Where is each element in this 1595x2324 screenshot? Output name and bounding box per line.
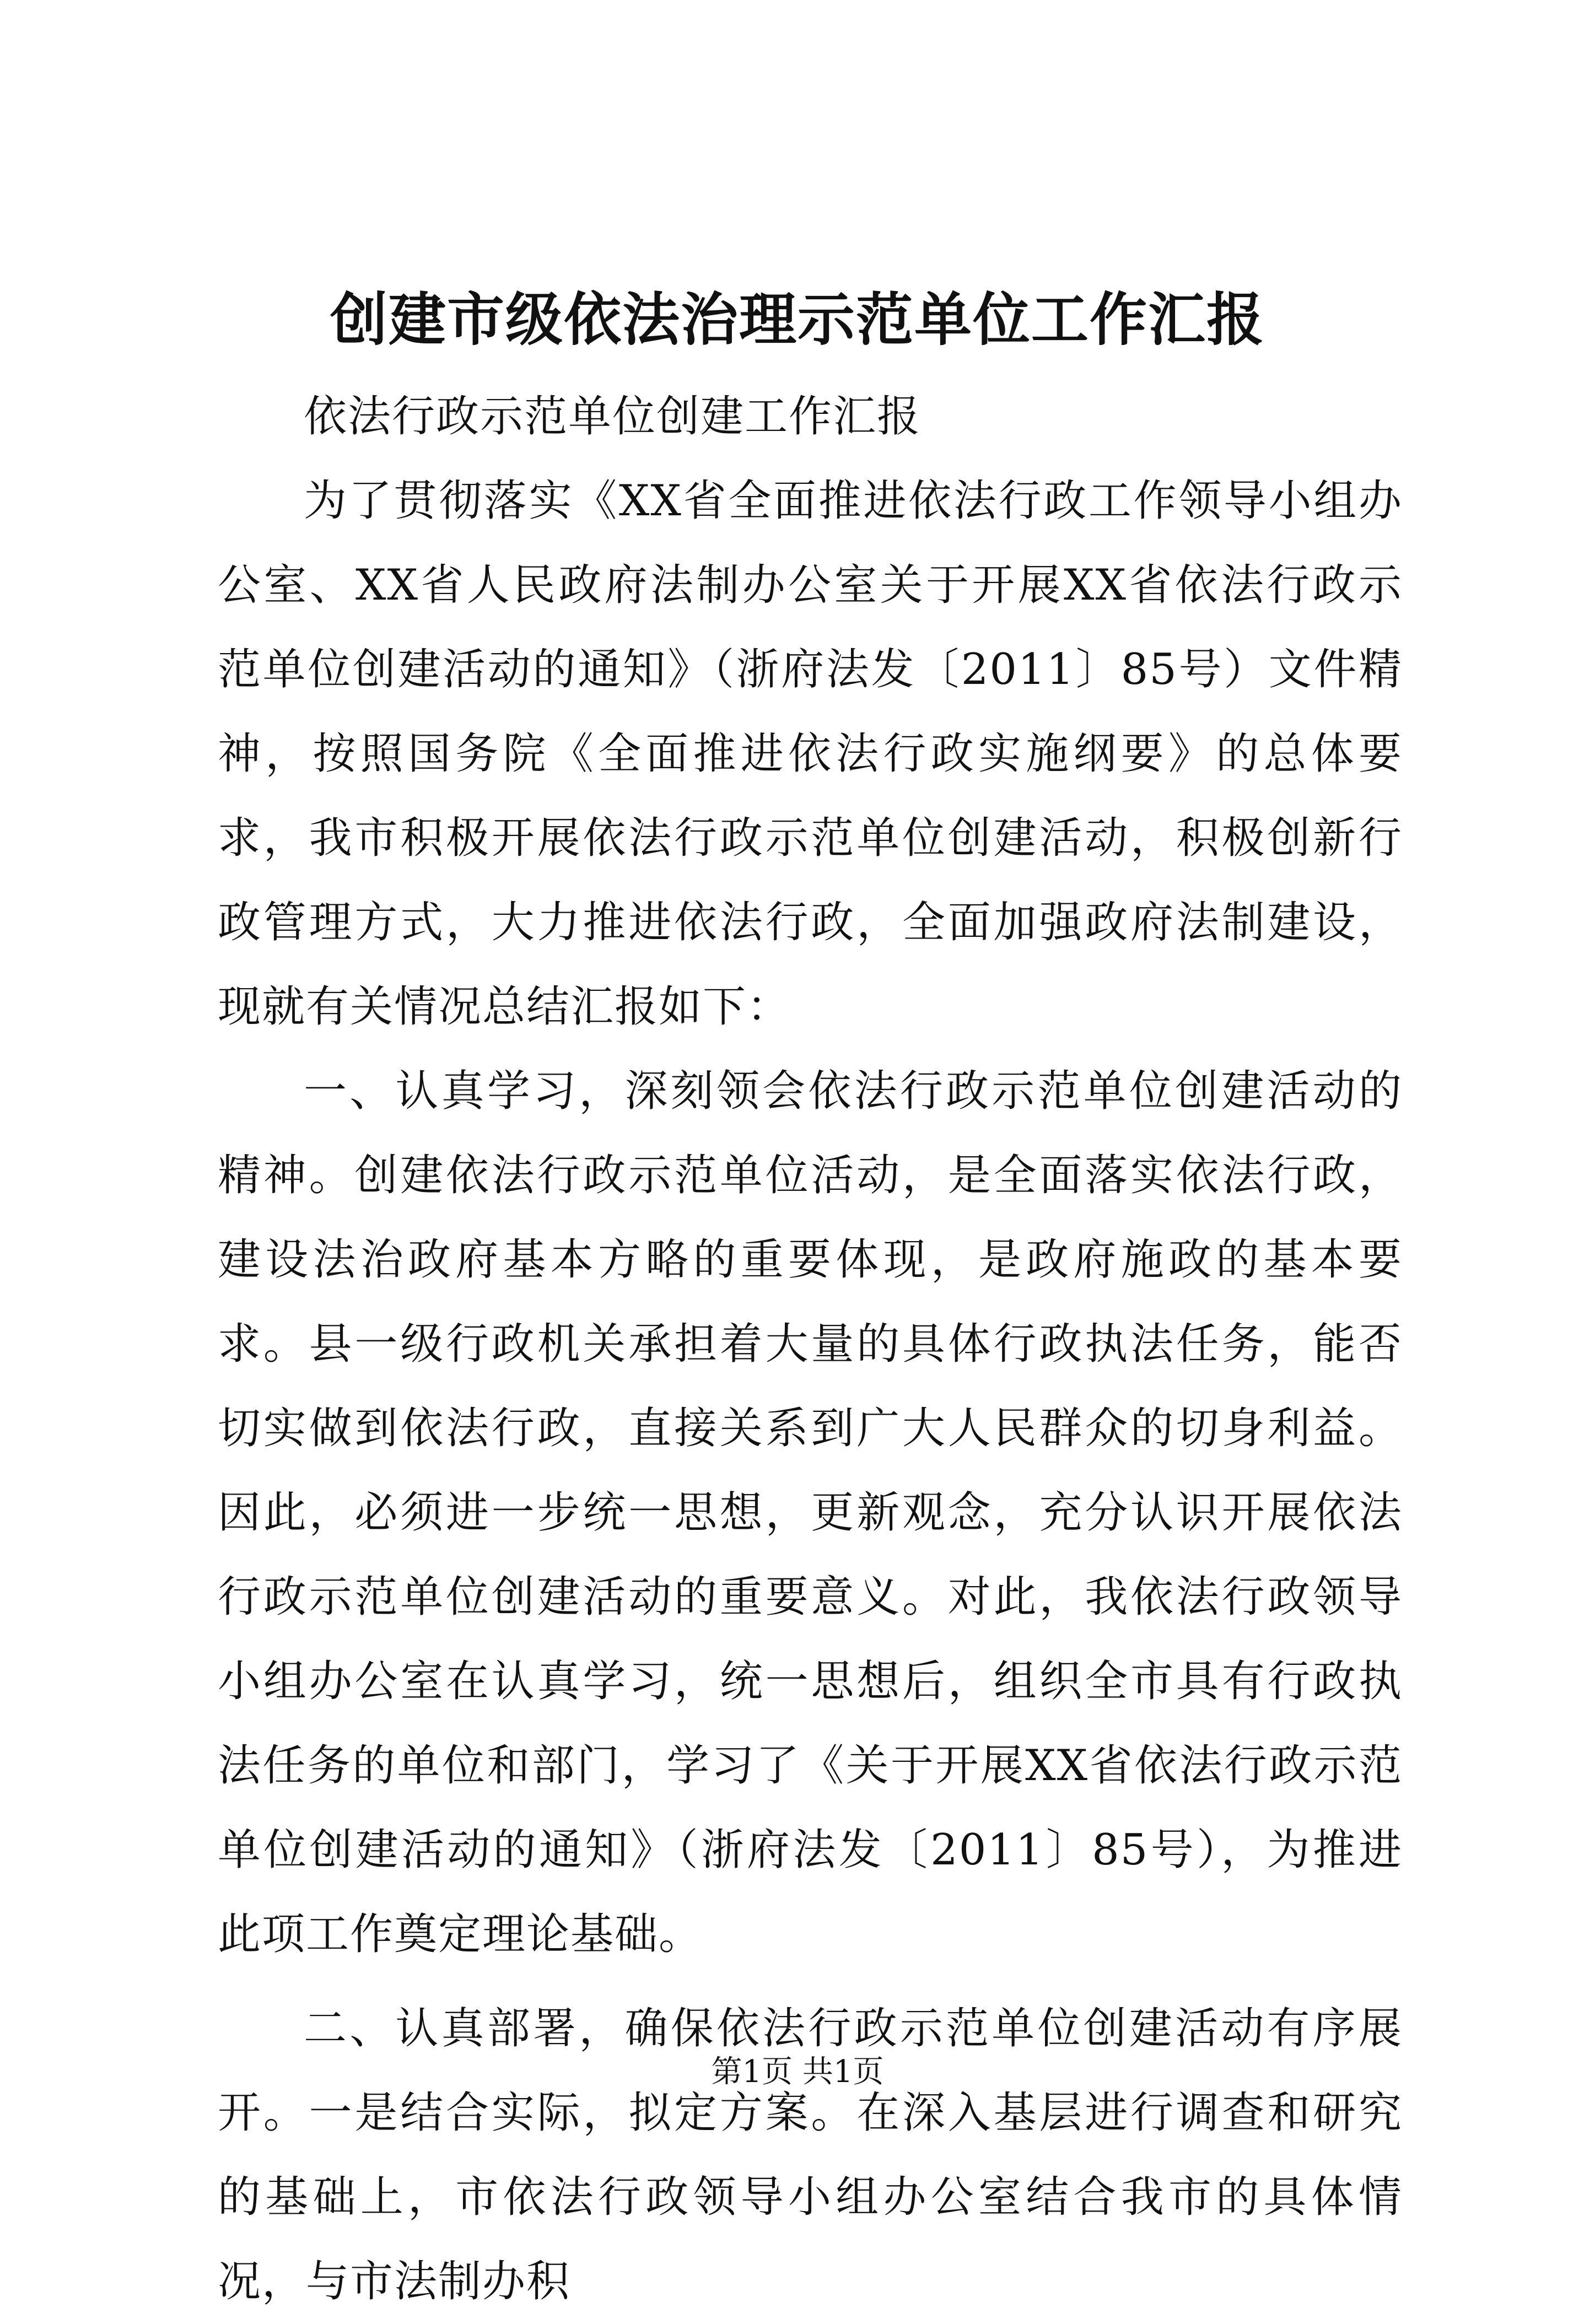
subtitle-paragraph: 依法行政示范单位创建工作汇报 bbox=[304, 392, 922, 441]
section-one-paragraph: 一、认真学习，深刻领会依法行政示范单位创建活动的精神。创建依法行政示范单位活动，是全面落实依法行政，建设法治政府基本方略的重要体现，是政府施政的基本要求。县一级行政机关承担着大量的具体行政执法任务，能否切实做到依法行政，直接关系到广大人民群众的切身利益。因此，必须进一步统一思想，更新观念，充分认识开展依法行政示范单位创建活动的重要意义。对此，我依法行政领导小组办公室在认真学习，统一思想后，组织全市具有行政执法任务的单位和部门，学习了《关于开展XX省依法行政示范单位创建活动的通知》（浙府法发〔2011〕85号），为推进此项工作奠定理论基础。 bbox=[218, 1066, 1403, 1959]
document-body bbox=[218, 375, 1403, 2324]
intro-paragraph: 为了贯彻落实《XX省全面推进依法行政工作领导小组办公室、XX省人民政府法制办公室关于开展XX省依法行政示范单位创建活动的通知》（浙府法发〔2011〕85号）文件精神，按照国务院《全面推进依法行政实施纲要》的总体要求，我市积极开展依法行政示范单位创建活动，积极创新行政管理方式，大力推进依法行政，全面加强政府法制建设，现就有关情况总结汇报如下： bbox=[218, 476, 1403, 1032]
page-footer: 第1页 共1页 bbox=[711, 2054, 884, 2090]
document-title: 创建市级依法治理示范单位工作汇报 bbox=[330, 285, 1265, 353]
section-two-paragraph: 二、认真部署，确保依法行政示范单位创建活动有序展开。一是结合实际，拟定方案。在深入基层进行调查和研究的基础上，市依法行政领导小组办公室结合我市的具体情况，与市法制办积 bbox=[218, 2004, 1403, 2306]
